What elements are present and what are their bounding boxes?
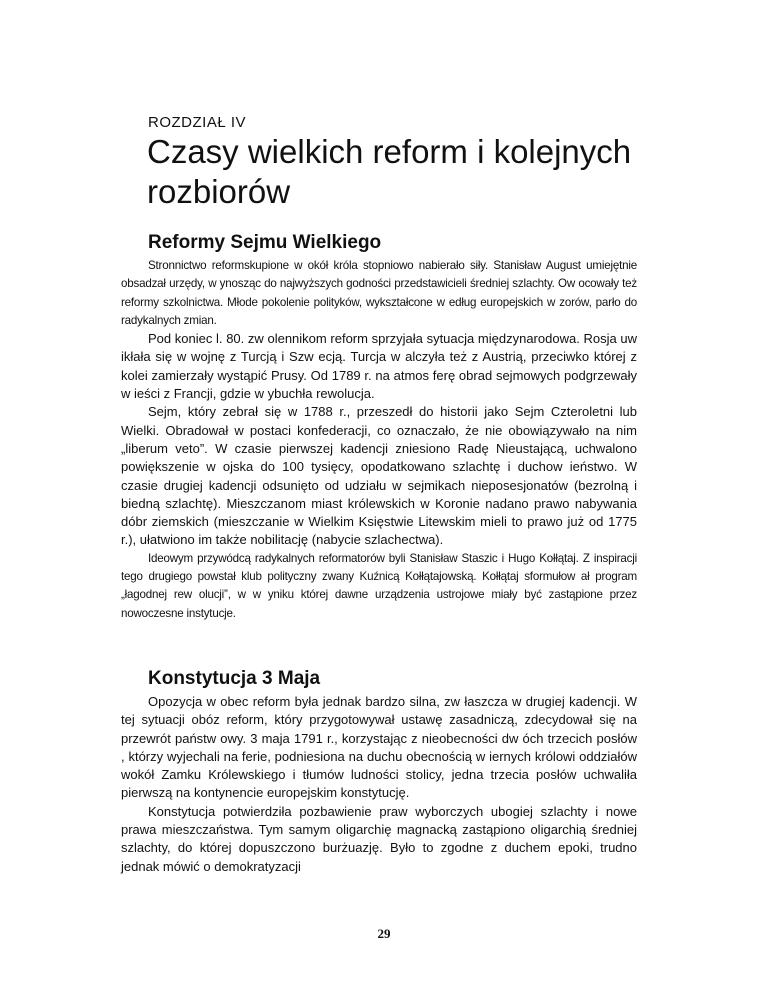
paragraph: Sejm, który zebrał się w 1788 r., przeszedł do historii jako Sejm Czteroletni lub Wielki. Obradował w postaci konfederacji, co oznaczało, że nie obowiązywało na nim „liberum veto”. W czasie pierwszej kadencji zniesiono Radę Nieustającą, uchwalono powiększenie w ojska do 100 tysięcy, opodatkowano szlachtę i duchow ieństwo. W czasie drugiej kadencji odsunięto od udziału w sejmikach nieposesjonatów (bezrolną i biedną szlachtę). Mieszczanom miast królewskich w Koronie nadano prawo nabywania dóbr ziemskich (mieszczanie w Wielkim Księstwie Litewskim mieli to prawo już od 1775 r.), ułatwiono im także nobilitację (nabycie szlachectwa).	[121, 404, 637, 548]
section-body-reformy	[121, 257, 637, 623]
paragraph: Konstytucja potwierdziła pozbawienie praw wyborczych ubogiej szlachty i nowe prawa mieszczaństwa. Tym samym oligarchię magnacką zastąpiono oligarchią średniej szlachty, do której dopuszczono burżuazję. Było to zgodne z duchem epoki, trudno jednak mówić o demokratyzacji	[121, 803, 637, 874]
paragraph: Pod koniec l. 80. zw olennikom reform sprzyjała sytuacja międzynarodowa. Rosja uw ikłała się w wojnę z Turcją i Szw ecją. Turcja w alczyła też z Austrią, przeciwko której z kolei zamierzały wystąpić Prusy. Od 1789 r. na atmos ferę obrad sejmowych podgrzewały w ieści z Francji, gdzie w ybuchła rewolucja.	[121, 331, 637, 402]
paragraph: Opozycja w obec reform była jednak bardzo silna, zw łaszcza w drugiej kadencji. W tej sytuacji obóz reform, który przygotowywał ustawę zasadniczą, zdecydował się na przewrót państw owy. 3 maja 1791 r., korzystając z nieobecności dw óch trzecich posłów , którzy wyjechali na ferie, podniesiona na duchu obecnością w iernych królowi oddziałów wokół Zamku Królewskiego i tłumów ludności stolicy, jedna trzecia posłów uchwaliła pierwszą na kontynencie europejskim konstytucję.	[121, 694, 637, 801]
section-heading-konstytucja: Konstytucja 3 Maja	[148, 668, 321, 689]
page-number: 29	[377, 926, 391, 941]
paragraph: Ideowym przywódcą radykalnych reformatorów byli Stanisław Staszic i Hugo Kołłątaj. Z inspiracji tego drugiego powstał klub polityczny zwany Kuźnicą Kołłątajowską. Kołłątaj sformułow ał program „łagodnej rew olucji”, w w yniku której dawne urządzenia ustrojowe miały być zastąpione przez nowoczesne instytucje.	[121, 551, 637, 620]
chapter-label: ROZDZIAŁ IV	[148, 114, 247, 131]
section-body-konstytucja	[121, 693, 637, 876]
section-heading-reformy: Reformy Sejmu Wielkiego	[148, 232, 382, 253]
chapter-title: Czasy wielkich reform i kolejnych rozbiorów	[147, 133, 632, 210]
paragraph: Stronnictwo reformskupione w okół króla stopniowo nabierało siły. Stanisław August umiejętnie obsadzał urzędy, w ynosząc do najwyższych godności przedstawicieli średniej szlachty. Ow ocowały też reformy szkolnictwa. Młode pokolenie polityków, wykształcone w edług europejskich w zorów, parło do radykalnych zmian.	[121, 259, 637, 327]
